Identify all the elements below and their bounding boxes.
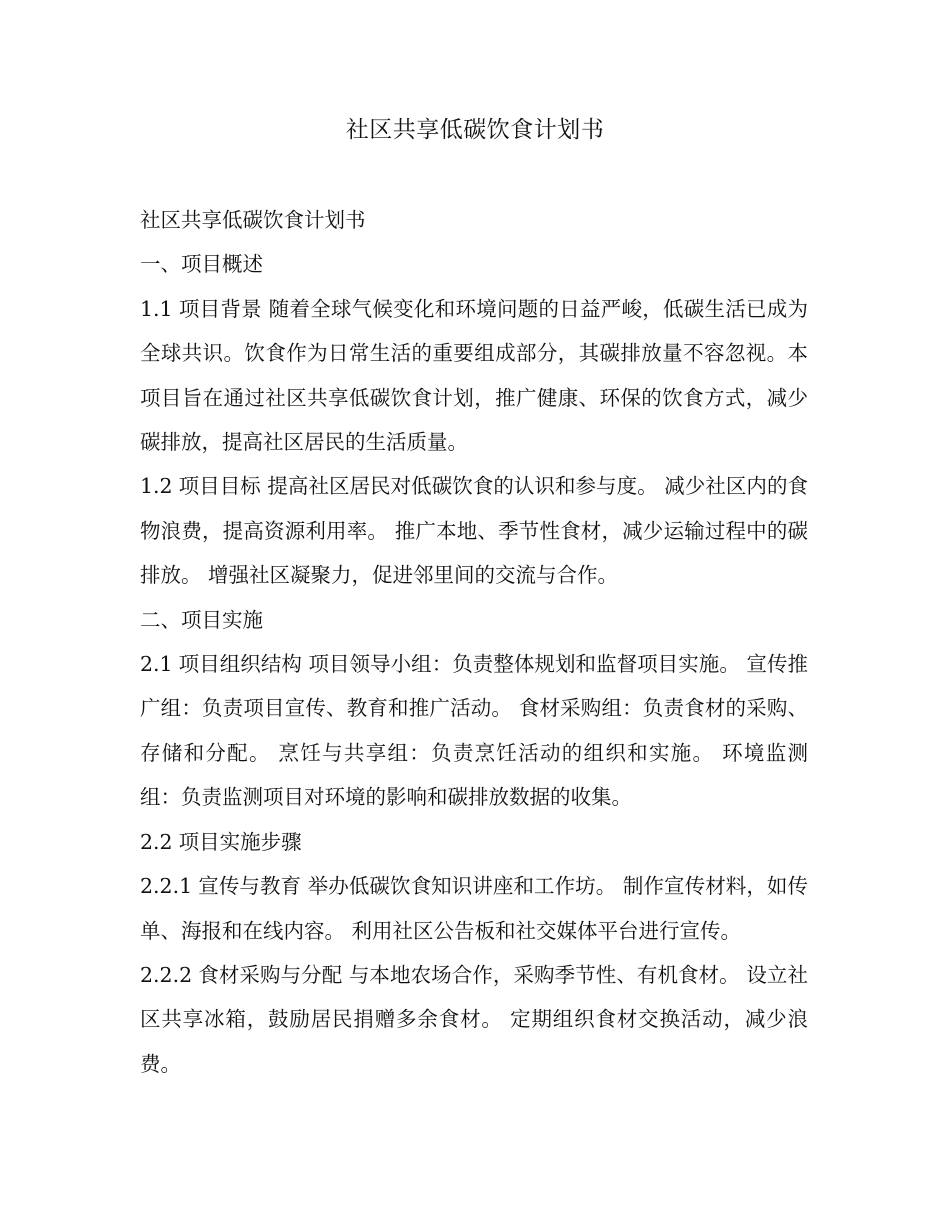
paragraph-number: 2.2.2 <box>140 962 193 987</box>
paragraph-number: 2.2 <box>140 829 173 854</box>
document-body <box>140 198 808 1086</box>
paragraph-procurement <box>140 953 808 1086</box>
paragraph-organization <box>140 642 808 820</box>
section-heading-overview <box>140 242 808 286</box>
paragraph-goals <box>140 464 808 597</box>
paragraph-text: 一、项目概述 <box>140 252 263 277</box>
paragraph-number: 2.2.1 <box>140 874 193 899</box>
paragraph-steps-heading <box>140 820 808 864</box>
paragraph-text: 食材采购与分配 与本地农场合作，采购季节性、有机食材。 设立社区共享冰箱，鼓励居民捐赠多余食材。 定期组织食材交换活动，减少浪费。 <box>140 962 808 1076</box>
paragraph-text: 社区共享低碳饮食计划书 <box>140 208 366 232</box>
paragraph-text: 项目背景 随着全球气候变化和环境问题的日益严峻，低碳生活已成为全球共识。饮食作为日常生活的重要组成部分，其碳排放量不容忽视。本项目旨在通过社区共享低碳饮食计划，推广健康、环保的饮食方式，减少碳排放，提高社区居民的生活质量。 <box>140 296 808 455</box>
paragraph-text: 项目实施步骤 <box>178 829 302 854</box>
paragraph-text: 项目组织结构 项目领导小组：负责整体规划和监督项目实施。 宣传推广组：负责项目宣传、教育和推广活动。 食材采购组：负责食材的采购、存储和分配。 烹饪与共享组：负责烹饪活动的组织和实施。 环境监测组：负责监测项目对环境的影响和碳排放数据的收集。 <box>140 652 808 810</box>
paragraph-number: 1.2 <box>140 474 173 499</box>
paragraph-text: 宣传与教育 举办低碳饮食知识讲座和工作坊。 制作宣传材料，如传单、海报和在线内容。 利用社区公告板和社交媒体平台进行宣传。 <box>140 874 808 943</box>
paragraph-text: 项目目标 提高社区居民对低碳饮食的认识和参与度。 减少社区内的食物浪费，提高资源利用率。 推广本地、季节性食材，减少运输过程中的碳排放。 增强社区凝聚力，促进邻里间的交流与合作。 <box>140 474 808 588</box>
paragraph-publicity <box>140 864 808 953</box>
paragraph-subtitle <box>140 198 808 242</box>
section-heading-implementation <box>140 598 808 642</box>
paragraph-number: 2.1 <box>140 652 173 677</box>
paragraph-background <box>140 287 808 465</box>
paragraph-text: 二、项目实施 <box>140 607 263 632</box>
document-title: 社区共享低碳饮食计划书 <box>345 117 605 143</box>
paragraph-number: 1.1 <box>140 296 173 321</box>
